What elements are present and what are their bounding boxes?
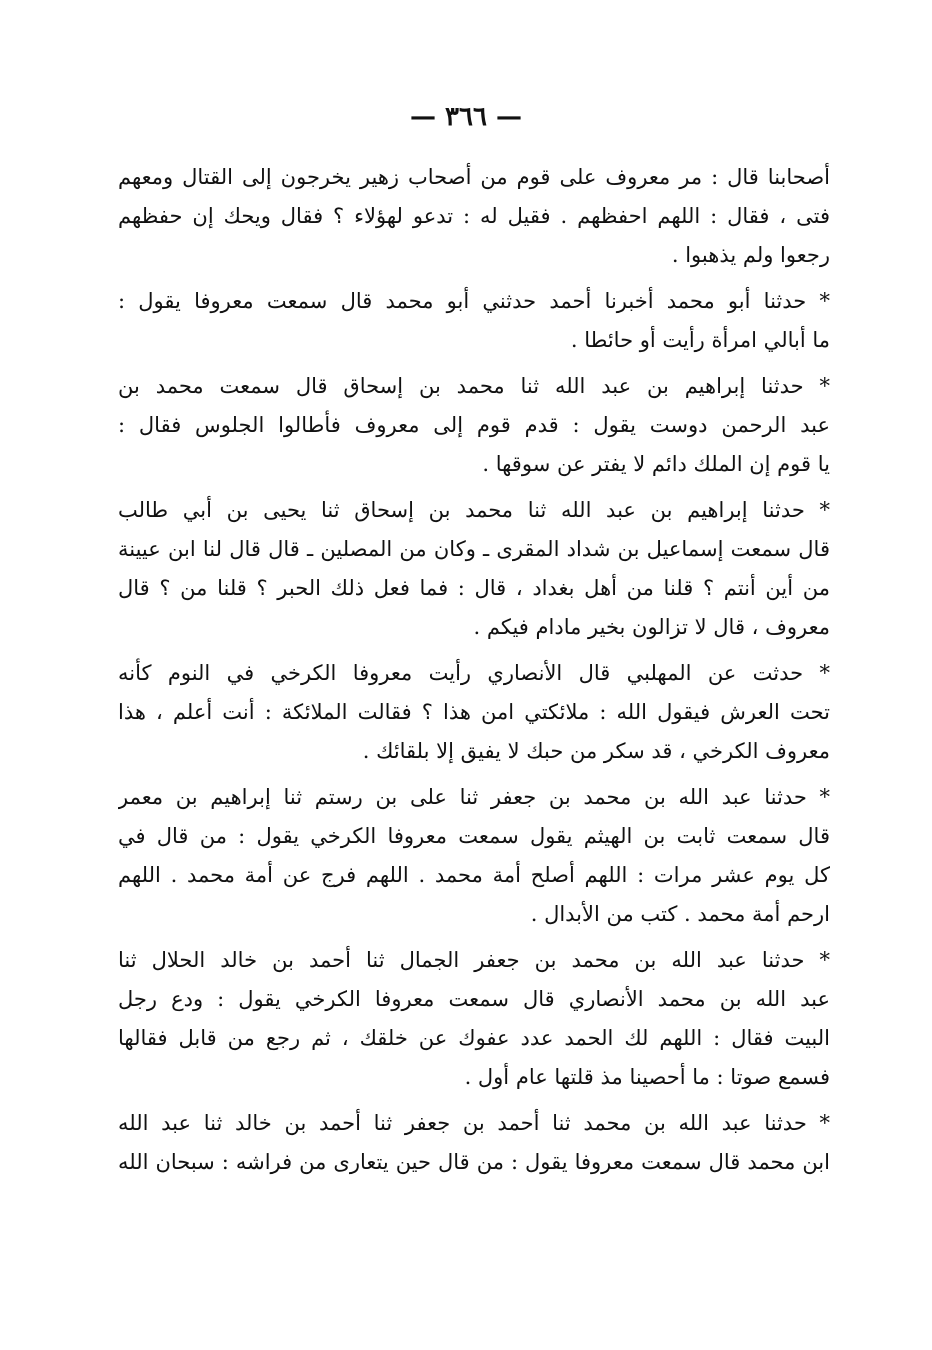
paragraph-2	[118, 282, 830, 360]
text-line: فسمع صوتا : ما أحصينا مذ قلتها عام أول .	[464, 1065, 830, 1089]
text-line: ارحم أمة محمد . كتب من الأبدال .	[530, 902, 830, 926]
paragraph-7	[118, 941, 830, 1097]
text-line: رجعوا ولم يذهبوا .	[671, 243, 830, 267]
paragraph-8	[118, 1104, 830, 1182]
paragraph-6	[118, 778, 830, 934]
text-line: معروف ، قال لا تزالون بخير مادام فيكم .	[473, 615, 830, 639]
text-line: من أين أنتم ؟ قلنا من أهل بغداد ، قال : فما فعل ذلك الحبر ؟ قلنا من ؟ قال	[118, 576, 830, 600]
text-line: * حدثنا عبد الله بن محمد بن جعفر الجمال ثنا أحمد بن خالد الحلال ثنا	[118, 948, 830, 972]
text-line: ابن محمد قال سمعت معروفا يقول : من قال حين يتعارى من فراشه : سبحان الله	[118, 1150, 830, 1174]
text-line: ما أبالي امرأة رأيت أو حائطا .	[570, 328, 830, 352]
text-line: * حدثت عن المهلبي قال الأنصاري رأيت معروفا الكرخي في النوم كأنه	[118, 661, 830, 685]
main-text	[118, 158, 830, 1189]
text-line: يا قوم إن الملك دائم لا يفتر عن سوقها .	[482, 452, 830, 476]
text-line: عبد الرحمن دوست يقول : قدم قوم إلى معروف فأطالوا الجلوس فقال :	[118, 413, 830, 437]
page-number: — ٣٦٦ —	[409, 102, 523, 132]
text-line: أصحابنا قال : مر معروف على قوم من أصحاب زهير يخرجون إلى القتال ومعهم	[118, 165, 830, 189]
paragraph-1	[118, 158, 830, 275]
text-line: عبد الله بن محمد الأنصاري قال سمعت معروفا الكرخي يقول : ودع رجل	[118, 987, 830, 1011]
text-line: معروف الكرخي ، قد سكر من حبك لا يفيق إلا بلقائك .	[362, 739, 830, 763]
text-line: * حدثنا عبد الله بن محمد ثنا أحمد بن جعفر ثنا أحمد بن خالد ثنا عبد الله	[118, 1111, 830, 1135]
text-line: قال سمعت إسماعيل بن شداد المقرى ـ وكان من المصلين ـ قال قال لنا ابن عيينة	[118, 537, 830, 561]
text-line: تحت العرش فيقول الله : ملائكتي امن هذا ؟ فقالت الملائكة : أنت أعلم ، هذا	[118, 700, 830, 724]
text-line: * حدثنا إبراهيم بن عبد الله ثنا محمد بن إسحاق قال سمعت محمد بن	[118, 374, 830, 398]
paragraph-3	[118, 367, 830, 484]
paragraph-5	[118, 654, 830, 771]
text-line: فتى ، فقال : اللهم احفظهم . فقيل له : تدعو لهؤلاء ؟ فقال ويحك إن حفظهم	[118, 204, 830, 228]
text-line: * حدثنا إبراهيم بن عبد الله ثنا محمد بن إسحاق ثنا يحيى بن أبي طالب	[118, 498, 830, 522]
paragraph-4	[118, 491, 830, 647]
text-line: كل يوم عشر مرات : اللهم أصلح أمة محمد . اللهم فرج عن أمة محمد . اللهم	[118, 863, 830, 887]
text-line: البيت فقال : اللهم لك الحمد عدد عفوك عن خلقك ، ثم رجع من قابل فقالها	[118, 1026, 830, 1050]
text-line: * حدثنا عبد الله بن محمد بن جعفر ثنا على بن رستم ثنا إبراهيم بن معمر	[118, 785, 830, 809]
text-line: * حدثنا أبو محمد أخبرنا أحمد حدثني أبو محمد قال سمعت معروفا يقول :	[118, 289, 830, 313]
text-line: قال سمعت ثابت بن الهيثم يقول سمعت معروفا الكرخي يقول : من قال في	[118, 824, 830, 848]
